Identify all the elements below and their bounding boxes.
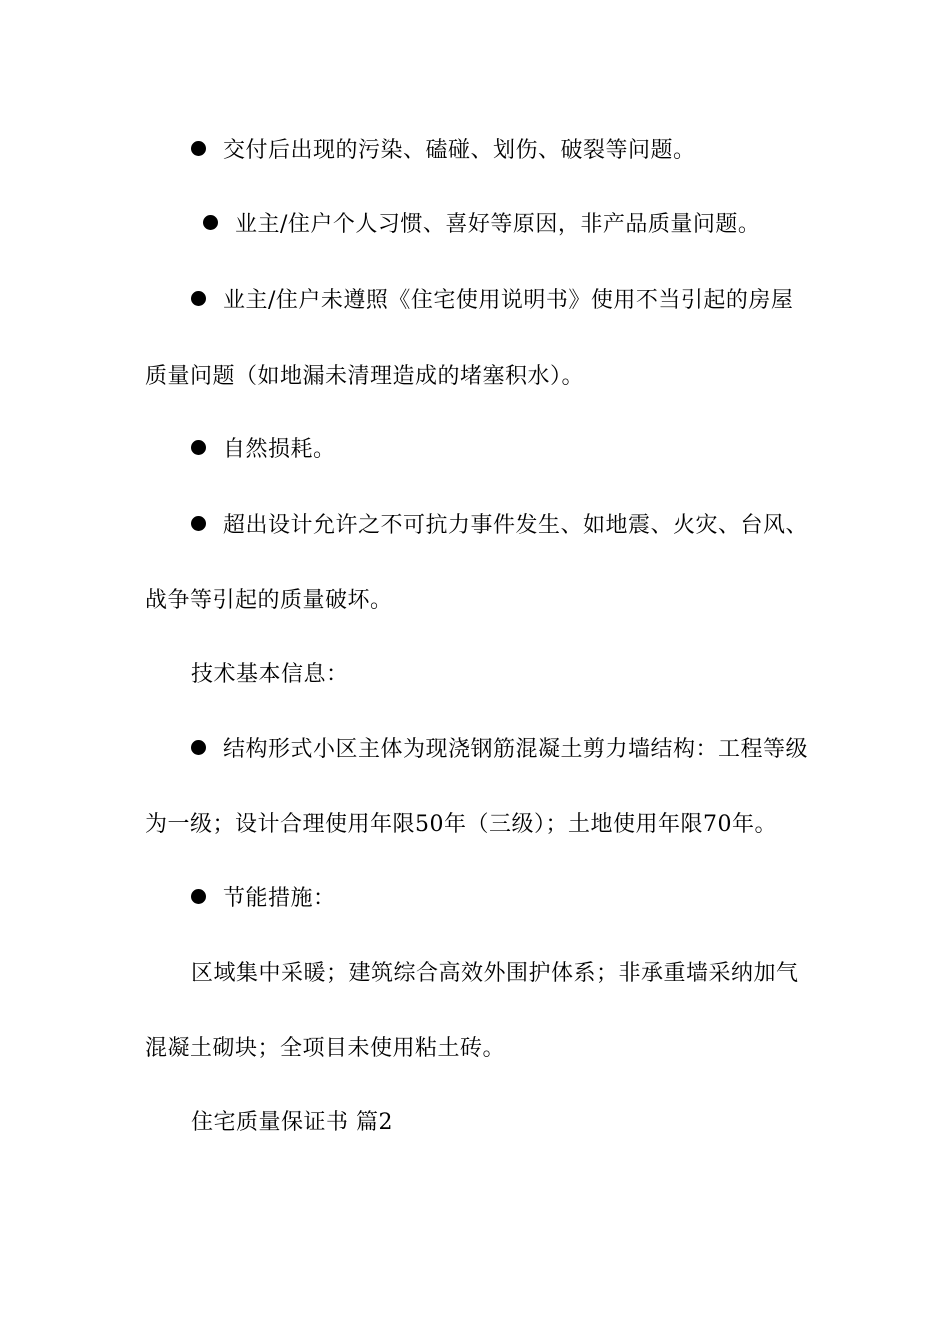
line-text: 交付后出现的污染、磕碰、划伤、破裂等问题。 — [223, 138, 696, 163]
paragraph-line-misuse-continued — [145, 362, 584, 392]
bullet-item-energy — [191, 884, 336, 914]
bullet-icon — [191, 291, 206, 306]
line-text: 住宅质量保证书 篇2 — [191, 1110, 393, 1135]
section-title-part-2 — [191, 1108, 393, 1138]
bullet-item-force-majeure — [191, 511, 808, 541]
bullet-item-structure — [191, 735, 808, 765]
bullet-icon — [203, 215, 218, 230]
bullet-item-habits — [203, 210, 760, 240]
line-text: 业主/住户个人习惯、喜好等原因，非产品质量问题。 — [235, 212, 761, 237]
line-text: 超出设计允许之不可抗力事件发生、如地震、火灾、台风、 — [223, 513, 809, 538]
line-text: 节能措施： — [223, 886, 336, 911]
paragraph-line-energy-continued — [145, 1034, 505, 1064]
paragraph-line-force-majeure-continued — [145, 586, 393, 616]
line-text: 质量问题（如地漏未清理造成的堵塞积水）。 — [145, 364, 585, 389]
bullet-item-damage — [191, 136, 696, 166]
line-text: 混凝土砌块；全项目未使用粘土砖。 — [145, 1036, 506, 1061]
bullet-icon — [191, 516, 206, 531]
bullet-item-misuse — [191, 286, 793, 316]
bullet-icon — [191, 141, 206, 156]
paragraph-line-structure-continued — [145, 810, 777, 840]
line-text: 技术基本信息： — [191, 662, 349, 687]
line-text: 战争等引起的质量破坏。 — [145, 588, 393, 613]
line-text: 为一级；设计合理使用年限50年（三级）；土地使用年限70年。 — [145, 812, 777, 837]
bullet-item-wear — [191, 435, 336, 465]
bullet-icon — [191, 889, 206, 904]
line-text: 区域集中采暖；建筑综合高效外围护体系；非承重墙采纳加气 — [191, 961, 799, 986]
paragraph-line-energy-details — [191, 959, 799, 989]
bullet-icon — [191, 440, 206, 455]
line-text: 自然损耗。 — [223, 437, 336, 462]
line-text: 结构形式小区主体为现浇钢筋混凝土剪力墙结构：工程等级 — [223, 737, 809, 762]
bullet-icon — [191, 740, 206, 755]
line-text: 业主/住户未遵照《住宅使用说明书》使用不当引起的房屋 — [223, 288, 794, 313]
section-heading-tech-info — [191, 660, 349, 690]
